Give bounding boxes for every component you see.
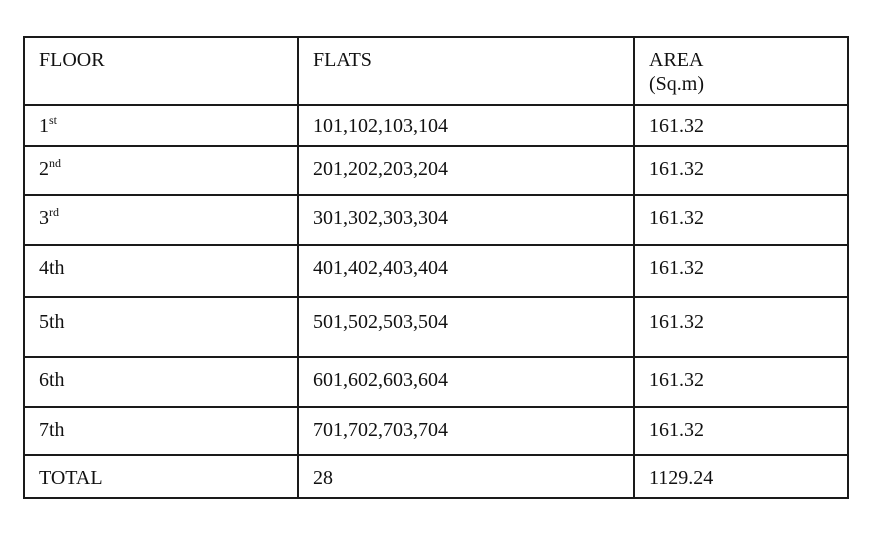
floor-cell: 4th — [24, 245, 298, 297]
area-cell: 161.32 — [634, 245, 848, 297]
table-row — [24, 195, 848, 245]
table-row — [24, 146, 848, 195]
header-area-label: AREA — [649, 49, 704, 71]
table-header-row — [24, 37, 848, 105]
flats-cell: 501,502,503,504 — [298, 297, 634, 357]
floor-ordinal-suffix: rd — [49, 205, 59, 219]
area-cell: 161.32 — [634, 297, 848, 357]
header-area-unit: (Sq.m) — [649, 73, 704, 95]
flats-cell: 701,702,703,704 — [298, 407, 634, 455]
area-cell: 161.32 — [634, 407, 848, 455]
floor-number: 1 — [39, 115, 49, 137]
flats-cell: 401,402,403,404 — [298, 245, 634, 297]
table-row — [24, 245, 848, 297]
floor-cell: 7th — [24, 407, 298, 455]
floor-ordinal-suffix: st — [49, 113, 58, 127]
flats-cell: 101,102,103,104 — [298, 105, 634, 146]
table-row — [24, 297, 848, 357]
floor-number: 3 — [39, 207, 49, 229]
flats-cell: 201,202,203,204 — [298, 146, 634, 195]
floor-ordinal-suffix: nd — [49, 156, 61, 170]
total-flats: 28 — [298, 455, 634, 498]
area-cell: 161.32 — [634, 357, 848, 407]
table-total-row — [24, 455, 848, 498]
floor-cell — [24, 105, 298, 146]
flats-cell: 601,602,603,604 — [298, 357, 634, 407]
area-cell: 161.32 — [634, 146, 848, 195]
floor-cell — [24, 195, 298, 245]
area-cell: 161.32 — [634, 195, 848, 245]
table-row — [24, 105, 848, 146]
header-area — [634, 37, 848, 105]
floor-cell: 5th — [24, 297, 298, 357]
floor-area-table — [23, 36, 849, 499]
total-label: TOTAL — [24, 455, 298, 498]
area-cell: 161.32 — [634, 105, 848, 146]
flats-cell: 301,302,303,304 — [298, 195, 634, 245]
header-flats: FLATS — [298, 37, 634, 105]
floor-cell: 6th — [24, 357, 298, 407]
total-area: 1129.24 — [634, 455, 848, 498]
table-row — [24, 357, 848, 407]
floor-cell — [24, 146, 298, 195]
floor-number: 2 — [39, 158, 49, 180]
table-row — [24, 407, 848, 455]
header-floor: FLOOR — [24, 37, 298, 105]
